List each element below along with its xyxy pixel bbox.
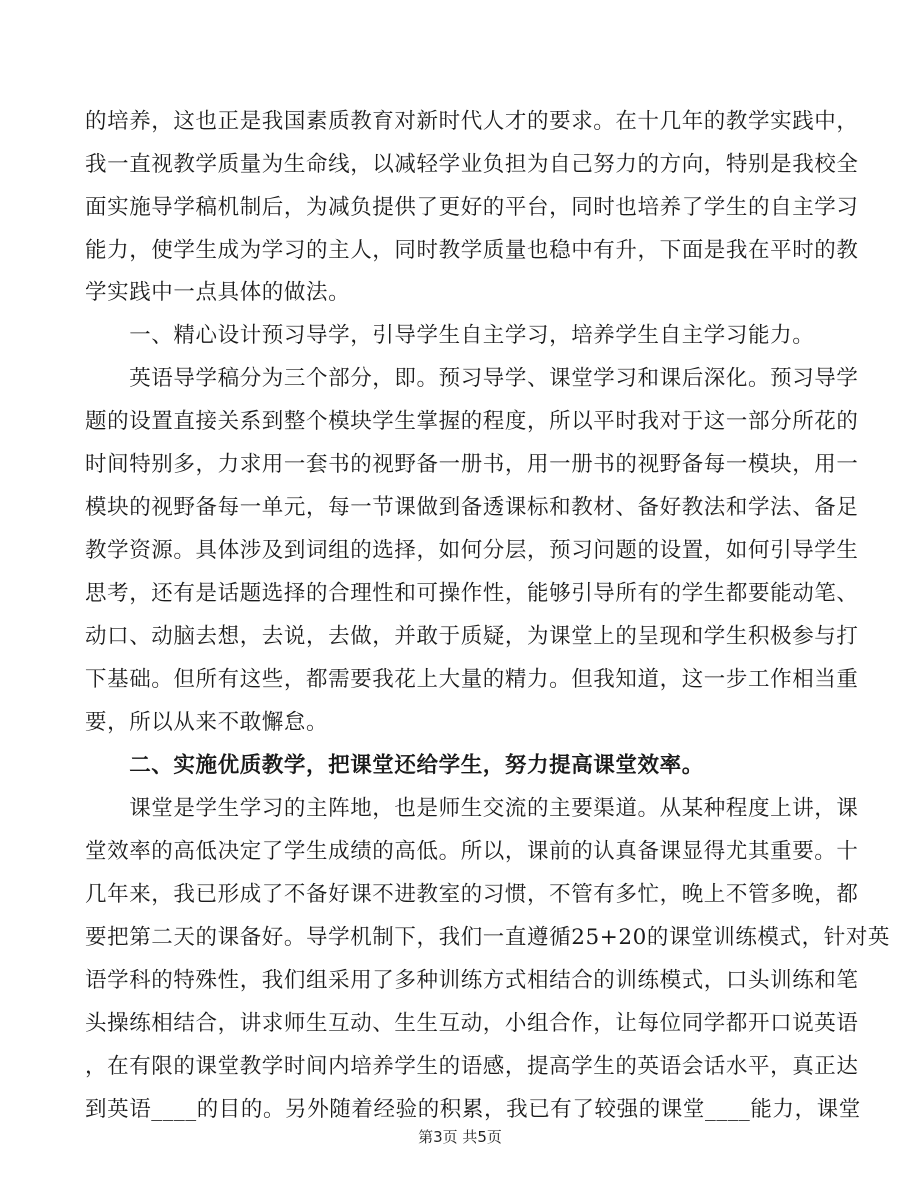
- text-line: 几年来，我已形成了不备好课不进教室的习惯，不管有多忙，晚上不管多晚，都: [85, 882, 859, 907]
- text-line: 英语导学稿分为三个部分，即。预习导学、课堂学习和课后深化。预习导学: [85, 366, 859, 391]
- text-line: 语学科的特殊性，我们组采用了多种训练方式相结合的训练模式，口头训练和笔: [85, 968, 859, 993]
- text-line: 堂效率的高低决定了学生成绩的高低。所以，课前的认真备课显得尤其重要。十: [85, 839, 859, 864]
- text-line: 的培养，这也正是我国素质教育对新时代人才的要求。在十几年的教学实践中，: [85, 109, 859, 134]
- text-line: 学实践中一点具体的做法。: [85, 280, 351, 305]
- text-line: 动口、动脑去想，去说，去做，并敢于质疑，为课堂上的呈现和学生积极参与打: [85, 624, 859, 649]
- text-line: 题的设置直接关系到整个模块学生掌握的程度，所以平时我对于这一部分所花的: [85, 409, 859, 434]
- text-line: 思考，还有是话题选择的合理性和可操作性，能够引导所有的学生都要能动笔、: [85, 581, 859, 606]
- text-line: 要把第二天的课备好。导学机制下，我们一直遵循25+20的课堂训练模式，针对英: [85, 925, 891, 950]
- text-line: ，在有限的课堂教学时间内培养学生的语感，提高学生的英语会话水平，真正达: [85, 1054, 859, 1079]
- text-line: 我一直视教学质量为生命线，以减轻学业负担为自己努力的方向，特别是我校全: [85, 152, 859, 177]
- text-line: 下基础。但所有这些，都需要我花上大量的精力。但我知道，这一步工作相当重: [85, 667, 859, 692]
- text-line: 能力，使学生成为学习的主人，同时教学质量也稳中有升，下面是我在平时的教: [85, 238, 859, 263]
- section-heading-2: 二、实施优质教学，把课堂还给学生，努力提高课堂效率。: [85, 753, 704, 778]
- text-line: 模块的视野备每一单元，每一节课做到备透课标和教材、备好教法和学法、备足: [85, 495, 859, 520]
- text-line: 头操练相结合，讲求师生互动、生生互动，小组合作，让每位同学都开口说英语: [85, 1011, 859, 1036]
- text-line: 到英语____的目的。另外随着经验的积累，我已有了较强的课堂____能力，课堂: [85, 1097, 861, 1122]
- text-line: 面实施导学稿机制后，为减负提供了更好的平台，同时也培养了学生的自主学习: [85, 195, 859, 220]
- text-line: 教学资源。具体涉及到词组的选择，如何分层，预习问题的设置，如何引导学生: [85, 538, 859, 563]
- page-number-footer: 第3页 共5页: [418, 1128, 502, 1146]
- text-line: 时间特别多，力求用一套书的视野备一册书，用一册书的视野备每一模块，用一: [85, 452, 859, 477]
- section-heading-1: 一、精心设计预习导学，引导学生自主学习，培养学生自主学习能力。: [85, 323, 815, 348]
- text-line: 课堂是学生学习的主阵地，也是师生交流的主要渠道。从某种程度上讲，课: [85, 796, 859, 821]
- text-line: 要，所以从来不敢懈怠。: [85, 710, 329, 735]
